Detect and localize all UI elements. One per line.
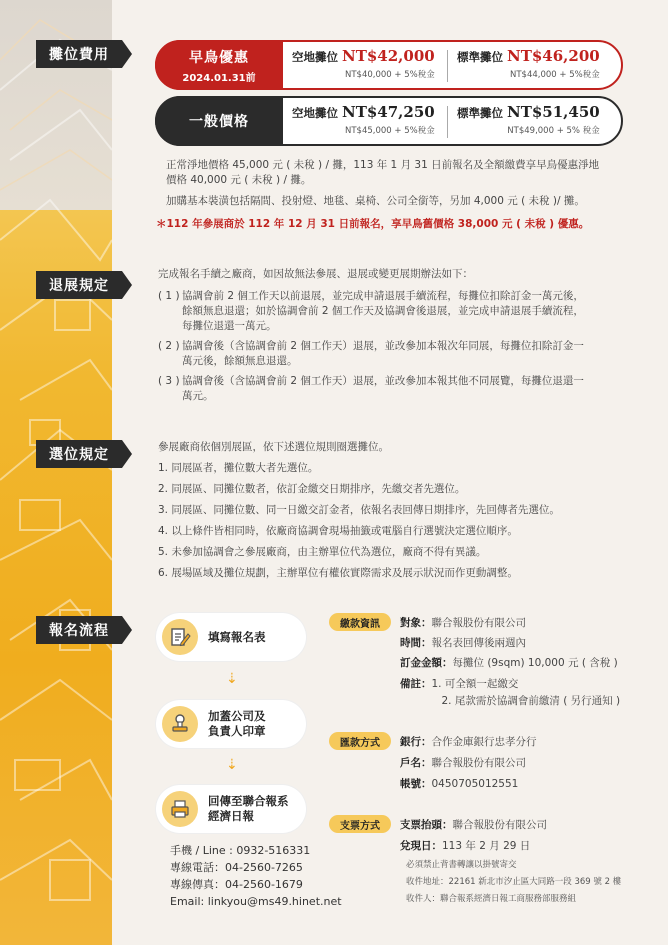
item-number: ( 3 ) [158, 375, 180, 387]
select-rules [158, 437, 560, 584]
rule-item: 3. 同展區、同攤位數、同一日繳交訂金者，依報名表回傳日期排序，先回傳者先選位。 [158, 504, 560, 516]
rule-item: 2. 同展區、同攤位數者，依訂金繳交日期排序，先繳交者先選位。 [158, 483, 466, 495]
cheque-title-line [400, 815, 547, 836]
payment-time-value: 報名表回傳後兩週內 [431, 637, 526, 649]
bank-key: 銀行： [400, 736, 432, 748]
early-std-cell [457, 46, 600, 86]
early-bare-label: 空地攤位 [292, 50, 338, 64]
payment-note-key: 備註： [400, 678, 432, 690]
flow-step-label: 填寫報名表 [208, 629, 266, 644]
flow-step-label [208, 700, 266, 748]
general-std-price: NT$51,450 [507, 103, 600, 121]
account-name-value: 聯合報股份有限公司 [431, 757, 526, 769]
cheque-note-line: 收件人：聯合報系經濟日報工商服務部服務組 [406, 894, 577, 904]
pill-cheque: 支票方式 [329, 815, 391, 833]
flow-step-line: 經濟日報 [208, 809, 254, 823]
cheque-due-line [400, 836, 547, 857]
flow-step-line: 回傳至聯合報系 [208, 794, 289, 808]
payment-amount [400, 653, 620, 673]
pill-remittance: 匯款方式 [329, 732, 391, 750]
rule-item: 1. 同展區者，攤位數大者先選位。 [158, 462, 319, 474]
item-number: ( 2 ) [158, 340, 180, 352]
pricing-note-3: ＊112 年參展商於 112 年 12 月 31 日前報名，享早鳥舊價格 38,000 元 ( 未稅 ) 優惠。 [156, 218, 590, 230]
section-tag-fee: 攤位費用 [36, 40, 122, 68]
item-number: ( 1 ) [158, 290, 180, 302]
payment-amount-value: 每攤位 (9sqm) 10,000 元 ( 含稅 ) [452, 657, 618, 669]
form-pencil-icon [162, 619, 198, 655]
section-tag-withdraw: 退展規定 [36, 271, 122, 299]
early-std-label: 標準攤位 [457, 50, 503, 64]
early-bare-price: NT$42,000 [342, 47, 435, 65]
rule-item: 6. 展場區域及攤位規劃，主辦單位有權依實際需求及展示狀況而作更動調整。 [158, 567, 518, 579]
bank-value: 合作金庫銀行忠孝分行 [431, 736, 537, 748]
contact-tel: 專線電話：04-2560-7265 [170, 861, 303, 874]
pricing-note-1-line2: 價格 40,000 元 ( 未稅 ) / 攤。 [166, 174, 312, 186]
payment-note-line: 2. 尾款需於協調會前繳清 ( 另行通知 ) [441, 695, 621, 707]
list-item [158, 374, 584, 404]
cheque-note-line: 必須禁止背書轉讓以掛號寄交 [406, 860, 517, 870]
cheque-title-key: 支票抬頭： [400, 819, 453, 831]
price-row-early [155, 40, 623, 90]
payment-note-line: 1. 可全額一起繳交 [431, 678, 519, 690]
payment-object-key: 對象： [400, 617, 432, 629]
cheque-note-line: 收件地址：22161 新北市汐止區大同路一段 369 號 2 樓 [406, 877, 622, 887]
contact-email[interactable]: Email: linkyou@ms49.hinet.net [170, 895, 342, 908]
early-std-price: NT$46,200 [507, 47, 600, 65]
account-number-line [400, 774, 537, 795]
flow-step-line: 負責人印章 [208, 724, 266, 738]
payment-object [400, 613, 620, 633]
general-std-cell [457, 102, 600, 142]
pricing-note-1-line1: 正常淨地價格 45,000 元 ( 未稅 ) / 攤，113 年 1 月 31 日前報名及全額繳費享早鳥優惠淨地 [166, 159, 600, 171]
flow-arrow-down-icon: ⇣ [226, 671, 238, 687]
cheque-info [400, 815, 547, 857]
withdraw-list [158, 289, 584, 409]
pill-payment-info: 繳款資訊 [329, 613, 391, 631]
list-item [158, 339, 584, 369]
flow-arrow-down-icon: ⇣ [226, 757, 238, 773]
select-intro: 參展廠商依個別展區，依下述選位規則圈選攤位。 [158, 441, 389, 453]
general-label [155, 96, 283, 146]
item-line: 協調會後（含協調會前 2 個工作天）退展，並改參加本報次年同展，每攤位扣除訂金一 [182, 340, 584, 352]
item-line: 協調會前 2 個工作天以前退展，並完成申請退展手續流程，每攤位扣除訂金一萬元後， [182, 290, 584, 302]
stamp-icon [162, 706, 198, 742]
account-name-line [400, 753, 537, 774]
account-number-key: 帳號： [400, 778, 432, 790]
pricing-note-2: 加購基本裝潢包括隔間、投射燈、地毯、桌椅、公司全銜等，另加 4,000 元 ( 未稅 )/ 攤。 [166, 195, 585, 207]
remittance-info [400, 732, 537, 795]
cheque-due-value: 113 年 2 月 29 日 [442, 840, 531, 852]
payment-info [400, 613, 620, 710]
early-bird-label [155, 40, 283, 90]
payment-time-key: 時間： [400, 637, 432, 649]
cheque-due-key: 兌現日： [400, 840, 442, 852]
early-bird-title: 早鳥優惠 [189, 49, 249, 66]
list-item [158, 289, 584, 334]
flow-step-stamp [156, 700, 306, 748]
payment-object-value: 聯合報股份有限公司 [431, 617, 526, 629]
payment-amount-key: 訂金金額： [400, 657, 453, 669]
early-bare-cell [292, 46, 435, 86]
flow-step-fill-form [156, 613, 306, 661]
early-bare-note: NT$40,000 + 5%稅金 [345, 70, 435, 80]
item-line: 每攤位退還一萬元。 [182, 320, 277, 332]
flow-step-line: 加蓋公司及 [208, 709, 266, 723]
general-bare-label: 空地攤位 [292, 106, 338, 120]
price-divider [447, 50, 448, 82]
early-std-note: NT$44,000 + 5%稅金 [510, 70, 600, 80]
decorative-pattern [0, 0, 112, 945]
general-bare-cell [292, 102, 435, 142]
item-line: 協調會後（含協調會前 2 個工作天）退展，並改參加本報其他不同展覽，每攤位退還一 [182, 375, 584, 387]
general-std-note: NT$49,000 + 5% 稅金 [507, 126, 600, 136]
rule-item: 5. 未參加協調會之參展廠商，由主辦單位代為選位，廠商不得有異議。 [158, 546, 487, 558]
section-tag-register: 報名流程 [36, 616, 122, 644]
general-bare-note: NT$45,000 + 5%稅金 [345, 126, 435, 136]
general-bare-price: NT$47,250 [342, 103, 435, 121]
payment-note [400, 676, 620, 710]
account-number-value: 0450705012551 [431, 778, 519, 790]
section-tag-select: 選位規定 [36, 440, 122, 468]
cheque-title-value: 聯合報股份有限公司 [452, 819, 547, 831]
price-row-general [155, 96, 623, 146]
rule-item: 4. 以上條件皆相同時，依廠商協調會現場抽籤或電腦自行選號決定選位順序。 [158, 525, 518, 537]
general-std-label: 標準攤位 [457, 106, 503, 120]
flow-step-label [208, 785, 289, 833]
item-line: 餘額無息退還；如於協調會前 2 個工作天及協調會後退展，並完成申請退展手續流程， [182, 305, 584, 317]
price-divider [447, 106, 448, 138]
item-line: 萬元後，餘額無息退還。 [182, 355, 298, 367]
fax-icon [162, 791, 198, 827]
withdraw-intro: 完成報名手續之廠商，如因故無法參展、退展或變更展期辦法如下： [158, 268, 473, 280]
contact-info [170, 842, 342, 910]
payment-time [400, 633, 620, 653]
account-name-key: 戶名： [400, 757, 432, 769]
general-title: 一般價格 [189, 114, 249, 130]
item-line: 萬元。 [182, 390, 214, 402]
flow-step-send-back [156, 785, 306, 833]
early-bird-date: 2024.01.31前 [182, 72, 256, 84]
pricing-note-1 [166, 158, 599, 188]
contact-phone: 手機 / Line : 0932-516331 [170, 844, 311, 857]
decorative-strip [0, 0, 112, 945]
contact-fax: 專線傳真：04-2560-1679 [170, 878, 303, 891]
cheque-notes [406, 857, 621, 908]
bank-line [400, 732, 537, 753]
